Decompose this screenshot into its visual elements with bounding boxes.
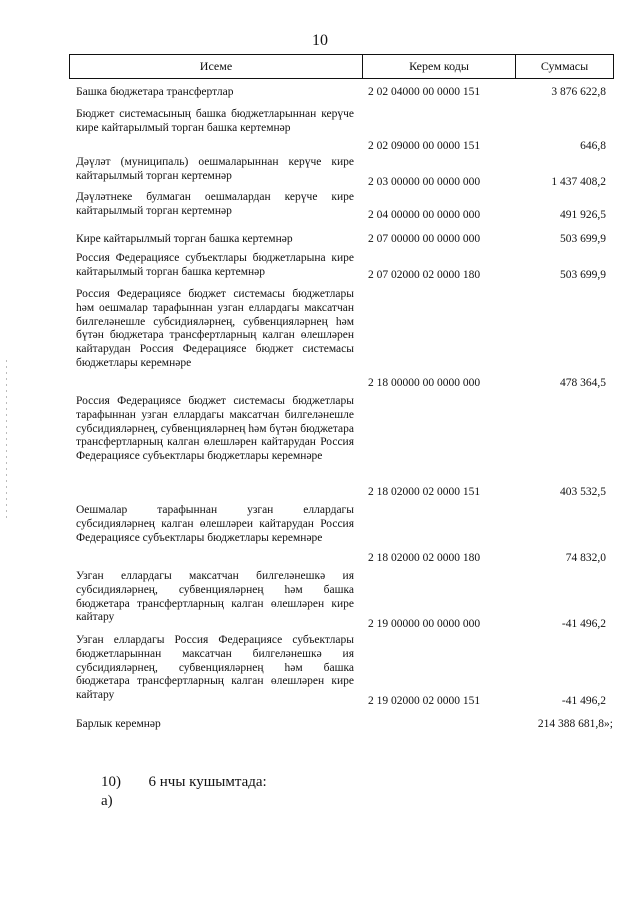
amendment-number: 10): [101, 774, 121, 790]
amendment-subitem: а): [101, 793, 113, 809]
row-name: Оешмалар тарафыннан узган еллардагы субсидияләрнең калган өлешләреи кайтарудан Россия Федерациясе субъектлары бюджетлары керемнәре: [76, 504, 354, 544]
row-sum: 1 437 408,2: [551, 176, 606, 188]
row-name: Башка бюджетара трансфертлар: [76, 86, 234, 98]
row-name: Россия Федерациясе бюджет системасы бюджетлары һәм оешмалар тарафыннан узган еллардагы максатчан билгеләнешле субсидияләрнең, субвенцияләрнең һәм бүтән бюджетара трансфертларның калган өлешләрен кайтарудан Россия Федерациясе бюджет системасы бюджетлары керемнәре: [76, 288, 354, 369]
row-sum: 3 876 622,8: [551, 86, 606, 98]
row-code: 2 04 00000 00 0000 000: [368, 209, 481, 221]
row-name: Узган еллардагы Россия Федерациясе субъектлары бюджетларыннан максатчан билгеләнешкә ия субсидияләрнең, субвенцияләрнең һәм башка бюджетара трансфертларның калган өлешләрен кире кайтару: [76, 634, 354, 702]
row-sum: -41 496,2: [561, 618, 606, 630]
row-name: Россия Федерациясе субъектлары бюджетларына кире кайтарылмый торган башка кертемнәр: [76, 252, 354, 278]
row-code: 2 02 04000 00 0000 151: [368, 86, 481, 98]
row-code: 2 18 02000 02 0000 180: [368, 552, 481, 564]
header-code: Керем коды: [363, 55, 516, 78]
row-name: Бюджет системасының башка бюджетларыннан керүче кире кайтарылмый торган башка кертемнәр: [76, 108, 354, 134]
amendment-text: 6 нчы кушымтада:: [148, 774, 267, 790]
header-sum: Суммасы: [540, 59, 589, 74]
row-name: Дәүләтнеке булмаган оешмалардан керүче кире кайтарылмый торган кертемнәр: [76, 191, 354, 217]
row-code: 2 18 00000 00 0000 000: [368, 377, 481, 389]
row-name: Кире кайтарылмый торган башка кертемнәр: [76, 233, 293, 245]
row-sum: 503 699,9: [560, 233, 606, 245]
row-sum: -41 496,2: [561, 695, 606, 707]
row-name: Дәүләт (муниципаль) оешмаларыннан керүче кире кайтарылмый торган кертемнәр: [76, 156, 354, 182]
page-number: 10: [312, 32, 328, 49]
row-code: 2 02 09000 00 0000 151: [368, 140, 481, 152]
amendment-item: [101, 773, 267, 791]
scan-margin-mark: [6, 360, 7, 520]
row-code: 2 07 02000 02 0000 180: [368, 269, 481, 281]
row-code: 2 19 02000 02 0000 151: [368, 695, 481, 707]
total-sum: 214 388 681,8»;: [537, 718, 613, 730]
row-sum: 646,8: [580, 140, 606, 152]
row-sum: 403 532,5: [560, 486, 606, 498]
row-name: Россия Федерациясе бюджет системасы бюджетлары тарафыннан узган еллардагы максатчан билгеләнешле субсидияләрнең, субвенцияләрнең һәм бүтән бюджетара трансфертларның калган өлешләрен кайтарудан Россия Федерациясе субъектлары бюджетлары керемнәре: [76, 395, 354, 463]
row-sum: 478 364,5: [560, 377, 606, 389]
row-code: 2 18 02000 02 0000 151: [368, 486, 481, 498]
row-name: Узган еллардагы максатчан билгеләнешкә ия субсидияләрнең, субвенцияләрнең һәм башка бюджетара трансфертларның калган өлешләрен кире кайтару: [76, 570, 354, 624]
row-sum: 491 926,5: [560, 209, 606, 221]
row-sum: 503 699,9: [560, 269, 606, 281]
row-code: 2 19 00000 00 0000 000: [368, 618, 481, 630]
row-sum: 74 832,0: [565, 552, 606, 564]
row-code: 2 03 00000 00 0000 000: [368, 176, 481, 188]
total-label: Барлык керемнәр: [76, 718, 161, 730]
header-name: Исеме: [70, 55, 363, 78]
row-code: 2 07 00000 00 0000 000: [368, 233, 481, 245]
